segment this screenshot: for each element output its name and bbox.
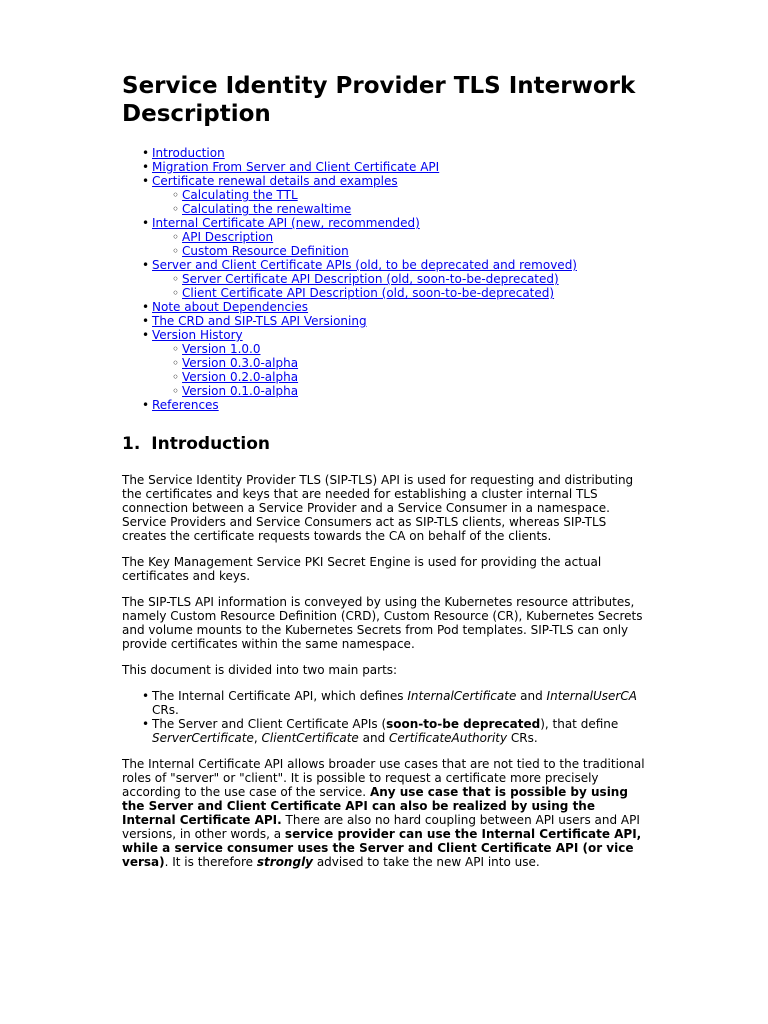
toc-link-versioning[interactable]: The CRD and SIP-TLS API Versioning xyxy=(152,314,367,328)
toc-item xyxy=(142,398,652,412)
toc-sublist xyxy=(152,342,652,398)
text-run-italic: ServerCertificate xyxy=(152,731,254,745)
toc-item xyxy=(142,258,652,300)
toc-subitem xyxy=(172,370,652,384)
section-number: 1. xyxy=(122,434,141,454)
toc-subitem xyxy=(172,384,652,398)
text-run: The Server and Client Certificate APIs ( xyxy=(152,717,387,731)
text-run: , xyxy=(253,731,262,745)
toc-link-version-0-3-0[interactable]: Version 0.3.0-alpha xyxy=(182,356,299,370)
toc-link-references[interactable]: References xyxy=(152,398,219,412)
toc-link-crd[interactable]: Custom Resource Definition xyxy=(182,244,349,258)
text-run-bold-italic: strongly xyxy=(256,855,313,869)
text-run: advised to take the new API into use. xyxy=(313,855,540,869)
text-run: ), that define xyxy=(540,717,619,731)
toc-link-renewaltime[interactable]: Calculating the renewaltime xyxy=(182,202,352,216)
toc-link-ttl[interactable]: Calculating the TTL xyxy=(182,188,298,202)
toc-link-server-client[interactable]: Server and Client Certificate APIs (old, to be deprecated and removed) xyxy=(152,258,577,272)
toc-subitem xyxy=(172,230,652,244)
toc-subitem xyxy=(172,342,652,356)
text-run: CRs. xyxy=(507,731,538,745)
text-run-italic: InternalCertificate xyxy=(407,689,517,703)
text-run: . It is therefore xyxy=(164,855,257,869)
toc-item xyxy=(142,328,652,398)
toc-subitem xyxy=(172,272,652,286)
intro-paragraph-3: The SIP-TLS API information is conveyed by using the Kubernetes resource attributes, namely Custom Resource Definition (CRD), Custom Resource (CR), Kubernetes Secrets and volume mounts to the Kubernetes Secrets from Pod templates. SIP-TLS can only provide certificates within the same namespace. xyxy=(122,595,643,651)
text-run-italic: InternalUserCA xyxy=(546,689,637,703)
toc-link-introduction[interactable]: Introduction xyxy=(152,146,225,160)
text-run-bold: service provider can use the Internal Certificate API, while a service consumer uses the Server and Client Certificate API (or vice versa) xyxy=(122,827,642,869)
toc-link-renewal[interactable]: Certificate renewal details and examples xyxy=(152,174,398,188)
toc-link-version-0-2-0[interactable]: Version 0.2.0-alpha xyxy=(182,370,299,384)
table-of-contents xyxy=(122,146,652,412)
toc-link-migration[interactable]: Migration From Server and Client Certificate API xyxy=(152,160,440,174)
parts-list-item xyxy=(142,689,652,717)
parts-list xyxy=(122,689,652,745)
toc-link-version-0-1-0[interactable]: Version 0.1.0-alpha xyxy=(182,384,299,398)
intro-paragraph-4: This document is divided into two main parts: xyxy=(122,663,398,677)
toc-link-server-api[interactable]: Server Certificate API Description (old, soon-to-be-deprecated) xyxy=(182,272,559,286)
toc-item xyxy=(142,160,652,174)
section-title: Introduction xyxy=(151,434,270,454)
text-run: The Internal Certificate API, which defines xyxy=(152,689,408,703)
text-run: There are also no hard coupling between API users and API versions, in other words, a xyxy=(122,813,640,841)
text-run: and xyxy=(358,731,390,745)
intro-paragraph-5 xyxy=(122,757,652,869)
text-run-bold: soon-to-be deprecated xyxy=(386,717,541,731)
section-heading xyxy=(122,433,652,455)
toc-subitem xyxy=(172,286,652,300)
toc-item xyxy=(142,174,652,216)
toc-item xyxy=(142,146,652,160)
toc-item xyxy=(142,216,652,258)
toc-subitem xyxy=(172,188,652,202)
document-page xyxy=(122,72,652,881)
toc-sublist xyxy=(152,272,652,300)
intro-paragraph-2: The Key Management Service PKI Secret Engine is used for providing the actual certificates and keys. xyxy=(122,555,602,583)
toc-sublist xyxy=(152,230,652,258)
toc-subitem xyxy=(172,244,652,258)
toc-link-api-description[interactable]: API Description xyxy=(182,230,274,244)
toc-link-internal-api[interactable]: Internal Certificate API (new, recommended) xyxy=(152,216,420,230)
toc-subitem xyxy=(172,202,652,216)
toc-item xyxy=(142,314,652,328)
toc-link-client-api[interactable]: Client Certificate API Description (old, soon-to-be-deprecated) xyxy=(182,286,555,300)
intro-paragraph-1: The Service Identity Provider TLS (SIP-TLS) API is used for requesting and distributing the certificates and keys that are needed for establishing a cluster internal TLS connection between a Service Provider and a Service Consumer in a namespace. Service Providers and Service Consumers act as SIP-TLS clients, whereas SIP-TLS creates the certificate requests towards the CA on behalf of the clients. xyxy=(122,473,634,543)
parts-list-item xyxy=(142,717,652,745)
text-run-bold: Any use case that is possible by using the Server and Client Certificate API can also be realized by using the Internal Certificate API. xyxy=(122,785,628,827)
toc-link-dependencies[interactable]: Note about Dependencies xyxy=(152,300,309,314)
text-run: and xyxy=(516,689,547,703)
toc-item xyxy=(142,300,652,314)
toc-link-version-history[interactable]: Version History xyxy=(152,328,243,342)
toc-subitem xyxy=(172,356,652,370)
toc-link-version-1-0-0[interactable]: Version 1.0.0 xyxy=(182,342,261,356)
text-run: CRs. xyxy=(152,703,179,717)
toc-sublist xyxy=(152,188,652,216)
text-run-italic: CertificateAuthority xyxy=(389,731,508,745)
page-title: Service Identity Provider TLS Interwork Description xyxy=(122,73,636,127)
text-run-italic: ClientCertificate xyxy=(261,731,359,745)
text-run: The Internal Certificate API allows broader use cases that are not tied to the traditional roles of "server" or "client". It is possible to request a certificate more precisely according to the use case of the service. xyxy=(122,757,645,799)
